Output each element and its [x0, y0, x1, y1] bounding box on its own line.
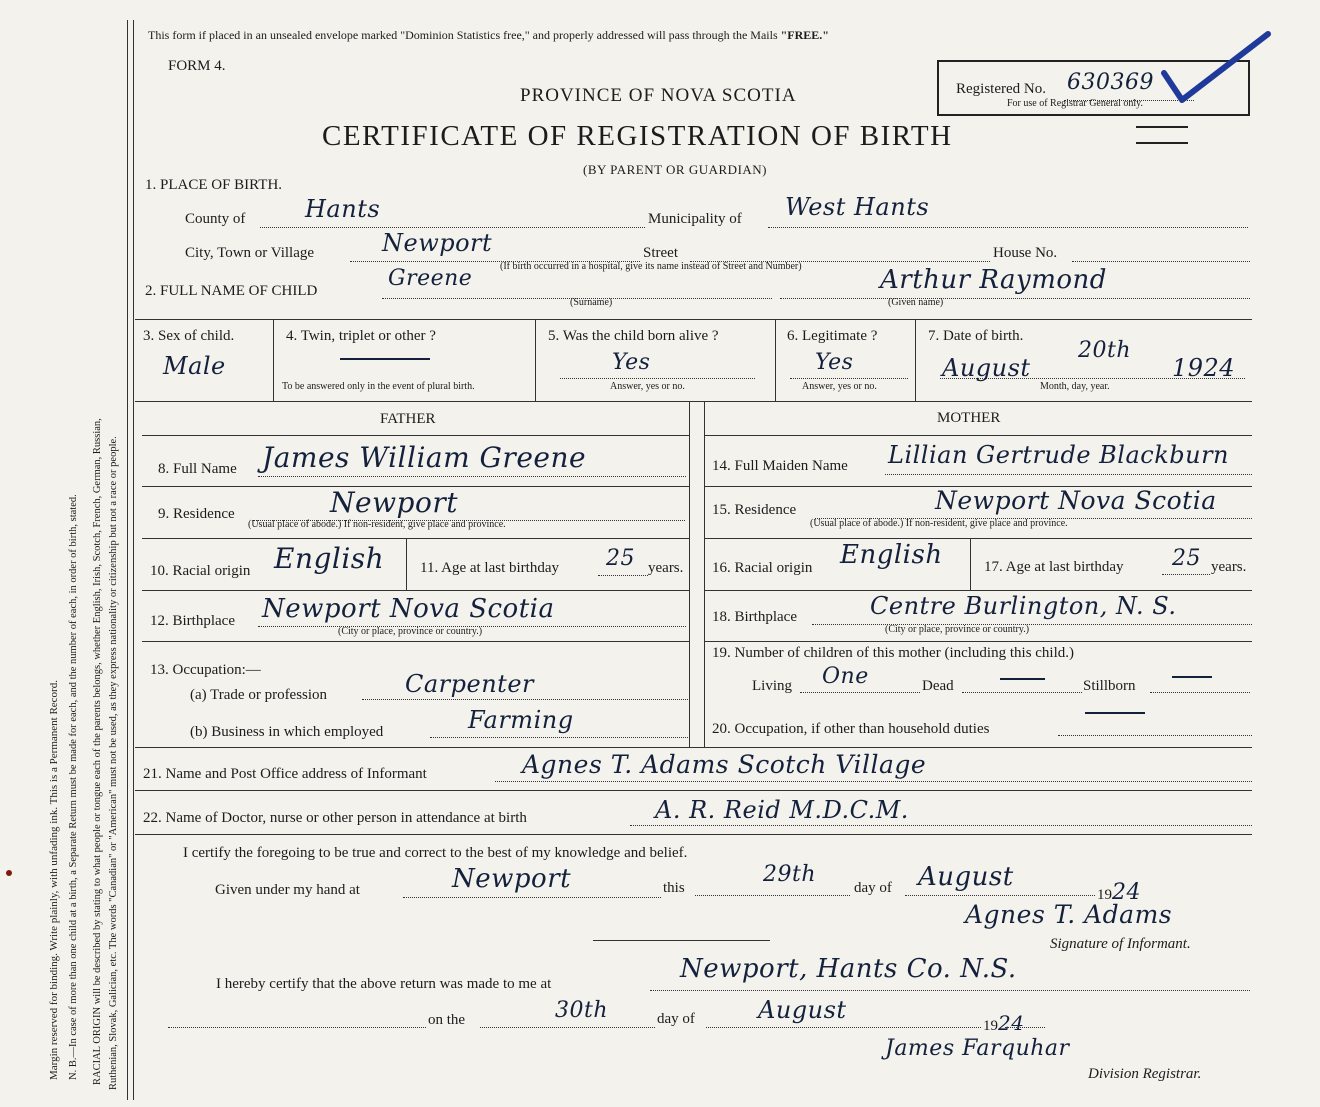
margin-note-3: RACIAL ORIGIN will be described by stating to what people or tongue each of the parents belongs, whether English, Irish, Scotch, French, German, Russian, — [92, 418, 103, 1085]
this-label: this — [663, 880, 685, 896]
municipality-label: Municipality of — [648, 211, 742, 227]
mother-residence-label: 15. Residence — [712, 502, 797, 518]
house-label: House No. — [993, 245, 1058, 261]
mother-age: 25 — [1172, 546, 1201, 571]
twin-note: To be answered only in the event of plural birth. — [282, 381, 475, 392]
alive-label: 5. Was the child born alive ? — [548, 328, 719, 344]
children-label: 19. Number of children of this mother (including this child.) — [712, 645, 1075, 661]
mother-racial: English — [840, 540, 943, 570]
informant-label: 21. Name and Post Office address of Informant — [143, 766, 427, 782]
alive-value: Yes — [612, 350, 651, 375]
father-residence-label: 9. Residence — [158, 506, 235, 522]
father-racial-label: 10. Racial origin — [150, 563, 251, 579]
father-birthplace-note: (City or place, province or country.) — [338, 626, 483, 637]
given-caption: (Given name) — [888, 297, 944, 308]
registrar-place: Newport, Hants Co. N.S. — [680, 954, 1017, 984]
registered-number: 630369 — [1067, 70, 1154, 95]
certificate-title: CERTIFICATE OF REGISTRATION OF BIRTH — [322, 120, 953, 152]
city-label: City, Town or Village — [185, 245, 315, 261]
business-label: (b) Business in which employed — [190, 724, 384, 740]
occupation-label: 13. Occupation:— — [150, 662, 261, 678]
mother-occupation-label: 20. Occupation, if other than household duties — [712, 721, 990, 737]
trade-label: (a) Trade or profession — [190, 687, 328, 703]
father-heading: FATHER — [380, 411, 436, 427]
on-the-label: on the — [428, 1012, 466, 1028]
twin-dash — [340, 358, 430, 360]
certificate-subtitle: (BY PARENT OR GUARDIAN) — [583, 162, 768, 177]
living-value: One — [822, 664, 869, 689]
city-value: Newport — [382, 229, 493, 257]
dead-label: Dead — [922, 678, 954, 694]
registrar-year: 1924 — [983, 1011, 1025, 1035]
given-place: Newport — [452, 864, 572, 894]
dob-year: 1924 — [1172, 354, 1236, 382]
given-year: 1924 — [1097, 880, 1141, 905]
child-given-name: Arthur Raymond — [880, 265, 1107, 295]
margin-note-1: Margin reserved for binding. Write plainly, with unfading ink. This is a Permanent Record. — [48, 680, 60, 1080]
certify-statement: I certify the foregoing to be true and correct to the best of my knowledge and belief. — [183, 845, 688, 861]
county-label: County of — [185, 211, 246, 227]
registrar-month: August — [758, 996, 847, 1024]
municipality-value: West Hants — [785, 193, 930, 221]
surname-caption: (Surname) — [570, 297, 613, 308]
stillborn-label: Stillborn — [1083, 678, 1136, 694]
informant-signature: Agnes T. Adams — [965, 900, 1173, 929]
hospital-note: (If birth occurred in a hospital, give its name instead of Street and Number) — [500, 261, 802, 272]
father-age-label: 11. Age at last birthday — [420, 560, 559, 576]
father-racial: English — [274, 542, 385, 575]
registrar-note: For use of Registrar General only. — [1007, 98, 1143, 109]
father-birthplace-label: 12. Birthplace — [150, 613, 235, 629]
legitimate-value: Yes — [815, 350, 854, 375]
registrar-statement: I hereby certify that the above return was made to me at — [216, 976, 552, 992]
mother-birthplace-note: (City or place, province or country.) — [885, 624, 1030, 635]
given-label: Given under my hand at — [215, 882, 360, 898]
legitimate-note: Answer, yes or no. — [802, 381, 877, 392]
registered-label: Registered No. — [956, 81, 1046, 97]
sex-value: Male — [163, 352, 226, 380]
father-residence-note: (Usual place of abode.) If non-resident, give place and province. — [248, 519, 506, 530]
father-name: James William Greene — [262, 441, 587, 474]
father-age-years: years. — [648, 560, 684, 576]
dob-label: 7. Date of birth. — [928, 328, 1024, 344]
mother-birthplace-label: 18. Birthplace — [712, 609, 797, 625]
alive-note: Answer, yes or no. — [610, 381, 685, 392]
sex-label: 3. Sex of child. — [143, 328, 235, 344]
mother-age-label: 17. Age at last birthday — [984, 559, 1124, 575]
place-heading: 1. PLACE OF BIRTH. — [145, 177, 283, 193]
form-number: FORM 4. — [168, 58, 226, 74]
father-birthplace: Newport Nova Scotia — [262, 594, 555, 624]
business-value: Farming — [468, 706, 574, 734]
dob-month: August — [942, 354, 1031, 382]
registrar-day: 30th — [555, 998, 609, 1023]
margin-note-2: N. B.—In case of more than one child at a birth, a Separate Return must be made for each, and the number of each, in order of birth, stated. — [68, 494, 79, 1080]
mail-note: This form if placed in an unsealed envelope marked "Dominion Statistics free," and properly addressed will pass through the Mails "FREE." — [148, 28, 829, 42]
legitimate-label: 6. Legitimate ? — [787, 328, 878, 344]
given-day: 29th — [763, 862, 817, 887]
doctor-label: 22. Name of Doctor, nurse or other person in attendance at birth — [143, 810, 527, 826]
doctor-value: A. R. Reid M.D.C.M. — [655, 796, 909, 824]
trade-value: Carpenter — [405, 670, 534, 698]
registrar-signature: James Farquhar — [885, 1036, 1070, 1061]
mother-age-years: years. — [1211, 559, 1247, 575]
mother-residence-note: (Usual place of abode.) If non-resident, give place and province. — [810, 518, 1068, 529]
mother-name: Lillian Gertrude Blackburn — [888, 441, 1230, 469]
father-residence: Newport — [330, 486, 458, 519]
father-name-label: 8. Full Name — [158, 461, 237, 477]
margin-note-4: Ruthenian, Slovak, Galician, etc. The words "Canadian" or "American" must not be used, as they express nationality or citizenship but not a race or people. — [108, 436, 119, 1090]
mother-racial-label: 16. Racial origin — [712, 560, 813, 576]
father-age: 25 — [606, 546, 635, 571]
dob-note: Month, day, year. — [1040, 381, 1110, 392]
dead-dash — [1000, 678, 1045, 680]
struck-number — [1136, 126, 1188, 144]
stillborn-dash — [1172, 676, 1212, 678]
province-heading: PROVINCE OF NOVA SCOTIA — [520, 85, 797, 106]
informant-signature-caption: Signature of Informant. — [1050, 936, 1191, 952]
punch-hole — [6, 870, 12, 876]
checkmark-icon — [1160, 28, 1275, 108]
dob-day: 20th — [1078, 338, 1132, 363]
county-value: Hants — [305, 195, 381, 223]
living-label: Living — [752, 678, 792, 694]
dayof-label: day of — [854, 880, 892, 896]
mother-heading: MOTHER — [937, 410, 1001, 426]
mother-birthplace: Centre Burlington, N. S. — [870, 592, 1177, 620]
registrar-dayof-label: day of — [657, 1011, 695, 1027]
child-name-label: 2. FULL NAME OF CHILD — [145, 283, 318, 299]
mother-residence: Newport Nova Scotia — [935, 486, 1217, 515]
street-label: Street — [643, 245, 678, 261]
mother-occupation-dash — [1085, 712, 1145, 714]
given-month: August — [918, 862, 1014, 892]
twin-label: 4. Twin, triplet or other ? — [286, 328, 436, 344]
registrar-caption: Division Registrar. — [1088, 1066, 1202, 1082]
child-surname: Greene — [388, 266, 473, 291]
informant-value: Agnes T. Adams Scotch Village — [522, 750, 927, 779]
mother-name-label: 14. Full Maiden Name — [712, 458, 848, 474]
